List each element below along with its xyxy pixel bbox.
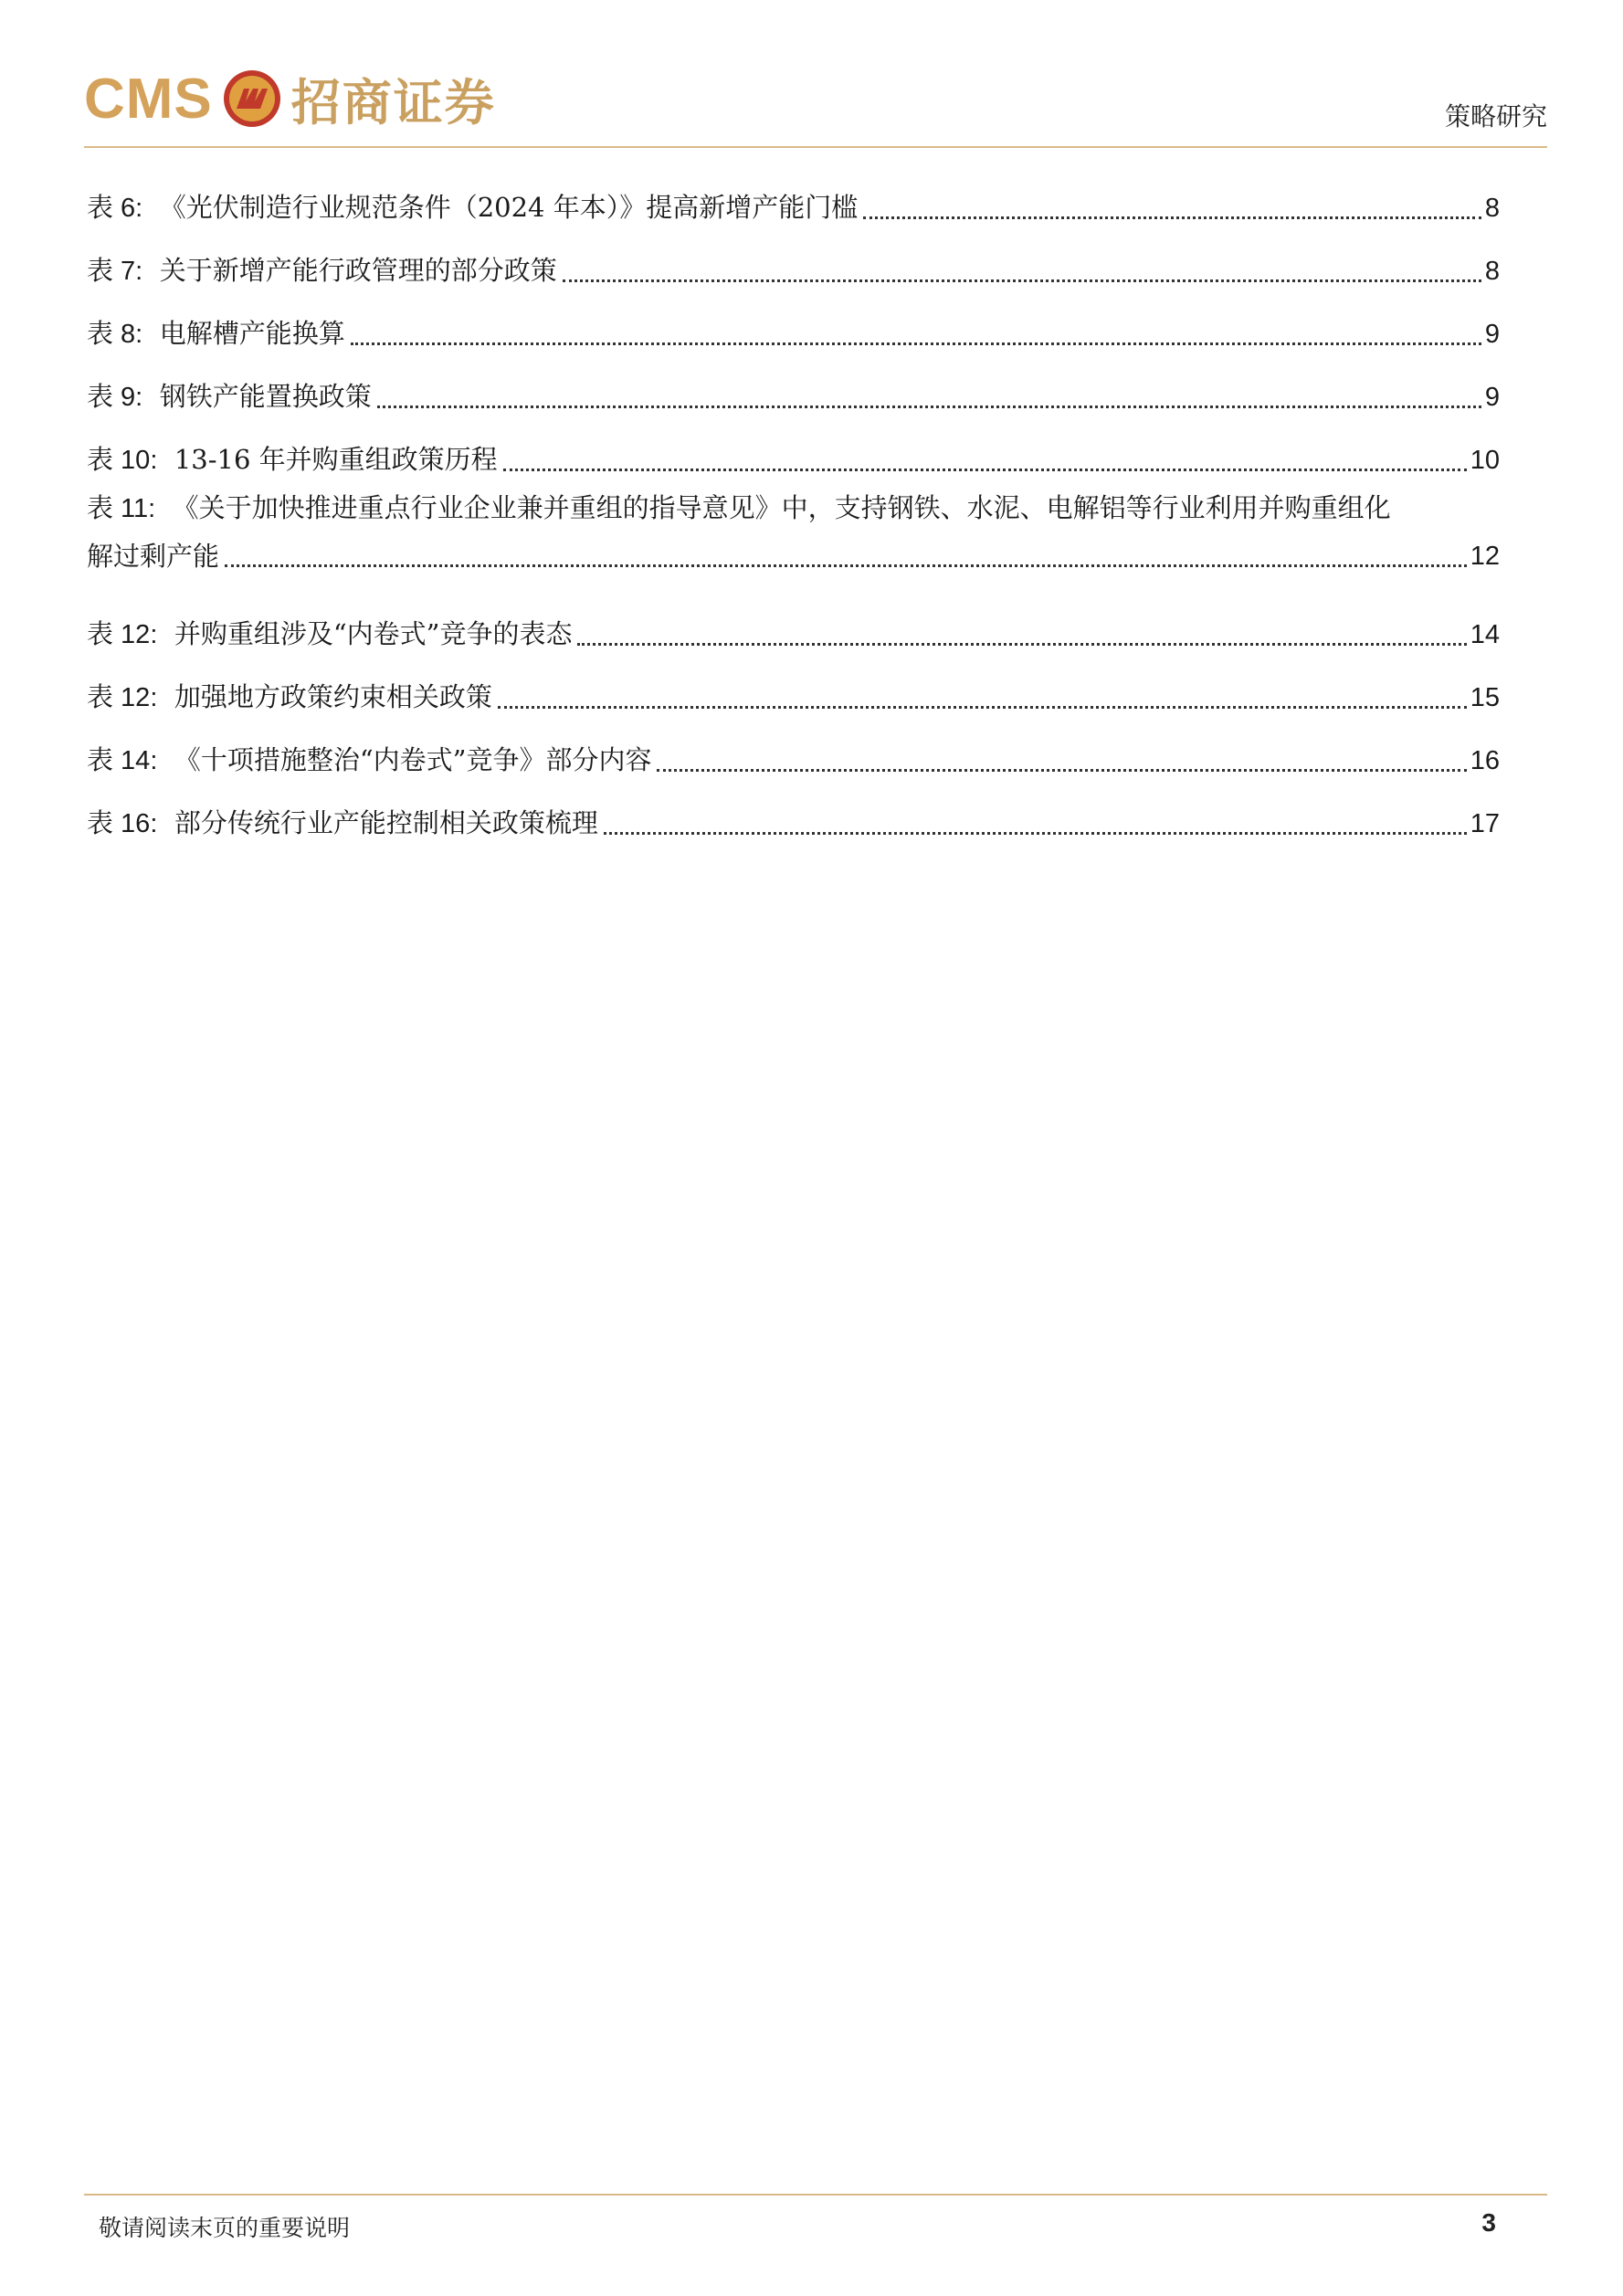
toc-dot-leader bbox=[503, 469, 1467, 471]
toc-item-page: 9 bbox=[1484, 383, 1500, 412]
toc-item-label: 表 10: bbox=[87, 446, 158, 475]
company-logo bbox=[84, 62, 496, 135]
logo-cn-text: 招商证券 bbox=[290, 73, 496, 132]
toc-item-label: 表 16: bbox=[87, 809, 158, 838]
toc-item-title: 《关于加快推进重点行业企业兼并重组的指导意见》中，支持钢铁、水泥、电解铝等行业利用并购重组化 bbox=[172, 492, 1391, 523]
toc-item[interactable] bbox=[87, 232, 1500, 295]
page-header bbox=[84, 55, 1547, 148]
toc-item[interactable] bbox=[87, 658, 1500, 721]
toc-item-page: 16 bbox=[1470, 746, 1500, 775]
toc-item-label: 表 8: bbox=[87, 320, 143, 349]
page-number: 3 bbox=[1481, 2208, 1496, 2237]
table-of-tables bbox=[87, 169, 1500, 848]
toc-item-title: 《十项措施整治“内卷式”竞争》部分内容 bbox=[174, 744, 652, 775]
toc-item-title: 钢铁产能置换政策 bbox=[159, 381, 372, 412]
toc-item-page: 10 bbox=[1470, 446, 1500, 475]
toc-item-label: 表 9: bbox=[87, 383, 143, 412]
toc-dot-leader bbox=[577, 643, 1466, 646]
disclaimer-note: 敬请阅读末页的重要说明 bbox=[99, 2215, 351, 2241]
toc-item-page: 15 bbox=[1470, 683, 1500, 712]
toc-item-label: 表 7: bbox=[87, 257, 143, 286]
toc-dot-leader bbox=[498, 706, 1467, 709]
toc-item-page: 12 bbox=[1470, 542, 1500, 571]
toc-item-page: 14 bbox=[1470, 620, 1500, 649]
toc-dot-leader bbox=[604, 832, 1467, 835]
toc-item-title: 加强地方政策约束相关政策 bbox=[174, 681, 492, 712]
toc-item-label: 表 14: bbox=[87, 746, 158, 775]
toc-item-label: 表 11: bbox=[87, 494, 156, 523]
toc-dot-leader bbox=[377, 405, 1481, 408]
toc-item-page: 8 bbox=[1484, 257, 1500, 286]
toc-item-page: 17 bbox=[1470, 809, 1500, 838]
toc-dot-leader bbox=[225, 564, 1467, 567]
toc-item-label: 表 6: bbox=[87, 194, 143, 223]
section-title: 策略研究 bbox=[1444, 101, 1547, 132]
toc-item-title: 电解槽产能换算 bbox=[159, 318, 345, 349]
toc-item-title: 部分传统行业产能控制相关政策梳理 bbox=[174, 807, 598, 838]
toc-dot-leader bbox=[657, 769, 1466, 772]
toc-dot-leader bbox=[863, 216, 1481, 219]
logo-emblem-icon bbox=[222, 68, 282, 129]
toc-item-title: 并购重组涉及“内卷式”竞争的表态 bbox=[174, 618, 573, 649]
toc-item[interactable] bbox=[87, 595, 1500, 658]
toc-item-title-continued: 解过剩产能 bbox=[87, 541, 220, 572]
toc-dot-leader bbox=[563, 279, 1481, 282]
toc-item[interactable] bbox=[87, 785, 1500, 848]
logo-cms-text: CMS bbox=[84, 67, 213, 131]
toc-item-page: 8 bbox=[1484, 194, 1500, 223]
toc-item-title: 关于新增产能行政管理的部分政策 bbox=[159, 255, 557, 286]
toc-dot-leader bbox=[351, 342, 1481, 345]
toc-item-title: 13-16 年并购重组政策历程 bbox=[174, 444, 498, 475]
toc-item[interactable] bbox=[87, 358, 1500, 421]
toc-item[interactable] bbox=[87, 721, 1500, 785]
page-footer bbox=[84, 2194, 1547, 2250]
toc-item[interactable] bbox=[87, 295, 1500, 358]
toc-item[interactable] bbox=[87, 421, 1500, 484]
toc-item[interactable] bbox=[87, 484, 1500, 580]
toc-item-page: 9 bbox=[1484, 320, 1500, 349]
toc-item[interactable] bbox=[87, 169, 1500, 232]
toc-item-label: 表 12: bbox=[87, 620, 158, 649]
toc-item-label: 表 12: bbox=[87, 683, 158, 712]
toc-item-title: 《光伏制造行业规范条件（2024 年本）》提高新增产能门槛 bbox=[159, 192, 859, 223]
